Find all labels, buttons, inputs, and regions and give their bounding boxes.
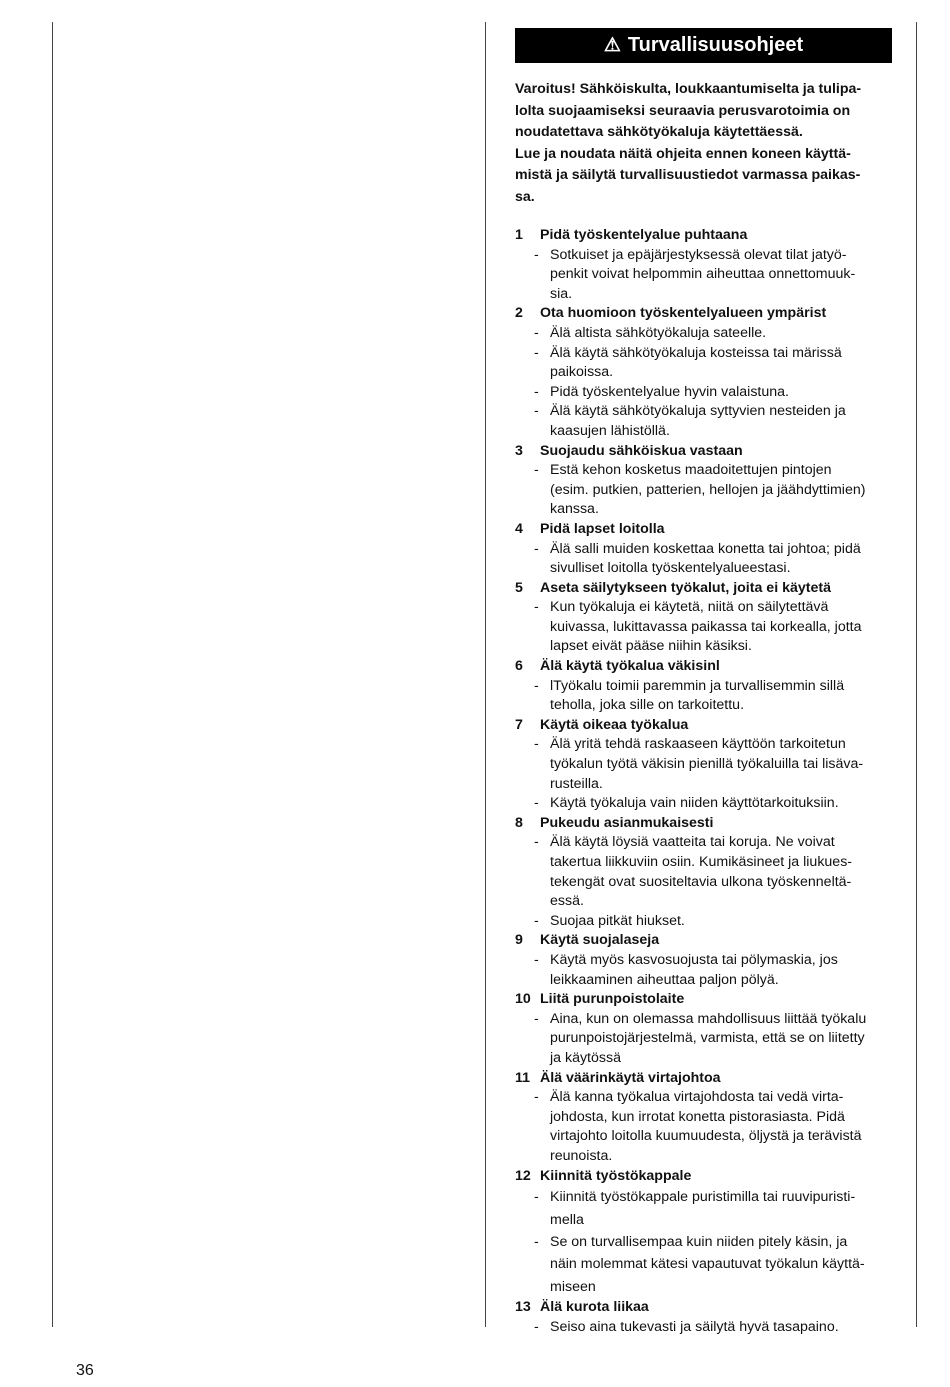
- bullet-dash: -: [534, 795, 539, 812]
- safety-rule-title: [515, 990, 892, 1010]
- safety-rule-title: [515, 304, 892, 324]
- bullet-line: takertua liikkuviin osiin. Kumikäsineet ja liukues-: [550, 854, 853, 870]
- safety-rule-title: [515, 1167, 892, 1187]
- safety-rule-number: 11: [515, 1069, 530, 1086]
- bullet-dash: -: [534, 677, 539, 694]
- safety-rule: [515, 814, 892, 932]
- bullet-line: miseen: [550, 1278, 596, 1295]
- safety-rule-number: 7: [515, 716, 523, 733]
- bullet-text: [550, 1231, 892, 1298]
- safety-rule-title-text: Älä kurota liikaa: [540, 1299, 649, 1316]
- bullet-line: Kun työkaluja ei käytetä, niitä on säilytettävä: [550, 599, 829, 616]
- bullet-dash: -: [534, 599, 539, 616]
- warning-line: mistä ja säilytä turvallisuustiedot varmassa paikas-: [515, 167, 861, 183]
- safety-rule-title-text: Älä väärinkäytä virtajohtoa: [540, 1069, 721, 1086]
- bullet-text: [550, 1010, 892, 1069]
- bullet-text: [550, 344, 892, 383]
- safety-rule-number: 1: [515, 227, 523, 243]
- bullet-line: lTyökalu toimii paremmin ja turvallisemmin sillä: [550, 677, 845, 694]
- safety-rule-title: [515, 579, 892, 599]
- bullet-line: kuivassa, lukittavassa paikassa tai korkealla, jotta: [550, 618, 862, 635]
- safety-rule-bullet: [515, 1010, 892, 1069]
- bullet-text: [550, 1088, 892, 1166]
- safety-rule-title-text: Älä käytä työkalua väkisinl: [540, 658, 720, 675]
- safety-rule: [515, 657, 892, 716]
- safety-rule-bullet: [515, 402, 892, 441]
- bullet-line: johdosta, kun irrotat konetta pistorasiasta. Pidä: [550, 1108, 845, 1125]
- safety-rule: [515, 716, 892, 814]
- safety-rule-title-text: Suojaudu sähköiskua vastaan: [540, 442, 743, 459]
- warning-paragraph: [515, 79, 892, 208]
- safety-rule-number: 9: [515, 932, 523, 949]
- bullet-text: [550, 677, 892, 716]
- bullet-line: lapset eivät pääse niihin käsiksi.: [550, 638, 752, 655]
- safety-rule-title-text: Käytä oikeaa työkalua: [540, 716, 689, 733]
- bullet-line: Käytä myös kasvosuojusta tai pölymaskia, jos: [550, 951, 838, 968]
- bullet-line: reunoista.: [550, 1147, 613, 1164]
- safety-rule-number: 4: [515, 520, 523, 537]
- bullet-dash: -: [534, 736, 539, 753]
- safety-rule-bullet: [515, 951, 892, 990]
- safety-rule-bullet: [515, 1186, 892, 1231]
- bullet-line: Seiso aina tukevasti ja säilytä hyvä tasapaino.: [550, 1318, 839, 1335]
- safety-rule-list: [515, 226, 892, 1337]
- bullet-line: Aina, kun on olemassa mahdollisuus liittää työkalu: [550, 1010, 867, 1027]
- bullet-line: leikkaaminen aiheuttaa paljon pölyä.: [550, 971, 779, 988]
- bullet-line: Estä kehon kosketus maadoitettujen pintojen: [550, 462, 832, 479]
- safety-rule: [515, 1069, 892, 1167]
- safety-rule-title: [515, 1298, 892, 1318]
- bullet-text: [550, 912, 892, 932]
- bullet-text: [550, 951, 892, 990]
- safety-rule-bullet: [515, 324, 892, 344]
- bullet-dash: -: [534, 540, 539, 557]
- bullet-line: rusteilla.: [550, 775, 603, 792]
- safety-instructions-column: [515, 28, 892, 1337]
- safety-rule-number: 13: [515, 1299, 531, 1316]
- bullet-text: [550, 383, 892, 403]
- bullet-line: purunpoistojärjestelmä, varmista, että se on liitetty: [550, 1030, 865, 1047]
- bullet-line: Käytä työkaluja vain niiden käyttötarkoituksiin.: [550, 795, 839, 812]
- bullet-dash: -: [534, 383, 539, 400]
- bullet-dash: -: [534, 462, 539, 479]
- left-column-divider: [52, 22, 53, 1327]
- bullet-text: [550, 833, 892, 911]
- safety-rule-title: [515, 1069, 892, 1089]
- safety-rule-number: 2: [515, 305, 523, 322]
- bullet-line: teholla, joka sille on tarkoitettu.: [550, 697, 745, 714]
- safety-rule-bullet: [515, 1088, 892, 1166]
- bullet-text: [550, 598, 892, 657]
- page-number: 36: [76, 1362, 94, 1379]
- warning-line: lolta suojaamiseksi seuraavia perusvarotoimia on: [515, 102, 851, 119]
- bullet-dash: -: [534, 1233, 539, 1250]
- warning-triangle-icon: ⚠: [603, 35, 621, 56]
- safety-rule: [515, 226, 892, 304]
- bullet-line: tekengät ovat suositeltavia ulkona työskenneltä-: [550, 873, 852, 890]
- warning-line: noudatettava sähkötyökaluja käytettäessä.: [515, 124, 803, 140]
- bullet-line: näin molemmat kätesi vapautuvat työkalun käyttä-: [550, 1256, 865, 1273]
- bullet-text: [550, 324, 892, 344]
- safety-rule-bullet: [515, 912, 892, 932]
- safety-rule-bullet: [515, 735, 892, 794]
- safety-rule-title-text: Aseta säilytykseen työkalut, joita ei käytetä: [540, 579, 831, 596]
- safety-rule-bullet: [515, 383, 892, 403]
- bullet-dash: -: [534, 1089, 539, 1106]
- bullet-dash: -: [534, 912, 539, 929]
- safety-rule-title-text: Pukeudu asianmukaisesti: [540, 814, 714, 831]
- safety-rule-bullet: [515, 598, 892, 657]
- safety-rule-bullet: [515, 540, 892, 579]
- bullet-dash: -: [534, 1010, 539, 1027]
- bullet-text: [550, 1318, 892, 1338]
- bullet-line: Älä salli muiden koskettaa konetta tai johtoa; pidä: [550, 540, 861, 557]
- section-heading-text: Turvallisuusohjeet: [627, 34, 804, 56]
- bullet-line: kaasujen lähistöllä.: [550, 422, 670, 439]
- bullet-dash: -: [534, 344, 539, 361]
- safety-rule-number: 8: [515, 814, 523, 831]
- safety-rule-bullet: [515, 794, 892, 814]
- bullet-text: [550, 794, 892, 814]
- safety-rule-bullet: [515, 1318, 892, 1338]
- safety-rule-bullet: [515, 677, 892, 716]
- bullet-dash: -: [534, 1189, 539, 1206]
- safety-rule-title-text: Kiinnitä työstökappale: [540, 1167, 692, 1184]
- bullet-line: Älä käytä löysiä vaatteita tai koruja. Ne voivat: [550, 834, 835, 851]
- bullet-dash: -: [534, 403, 539, 420]
- safety-rule-title: [515, 657, 892, 677]
- bullet-dash: -: [534, 951, 539, 968]
- bullet-line: Älä altista sähkötyökaluja sateelle.: [550, 324, 767, 341]
- safety-rule-bullet: [515, 833, 892, 911]
- safety-rule-title-text: Ota huomioon työskentelyalueen ympärist: [540, 305, 827, 322]
- bullet-line: sivulliset loitolla työskentelyalueestasi.: [550, 560, 791, 577]
- safety-rule-title: [515, 226, 892, 246]
- bullet-dash: -: [534, 1318, 539, 1335]
- safety-rule-number: 6: [515, 658, 523, 675]
- safety-rule: [515, 990, 892, 1068]
- safety-rule: [515, 1167, 892, 1299]
- safety-rule-title-text: Käytä suojalaseja: [540, 932, 660, 949]
- bullet-line: Älä käytä sähkötyökaluja syttyvien nesteiden ja: [550, 403, 846, 420]
- safety-rule: [515, 304, 892, 441]
- safety-rule-title: [515, 520, 892, 540]
- safety-rule-number: 12: [515, 1167, 531, 1184]
- bullet-line: Se on turvallisempaa kuin niiden pitely käsin, ja: [550, 1233, 848, 1250]
- bullet-line: essä.: [550, 893, 584, 910]
- safety-rule-bullet: [515, 1231, 892, 1298]
- bullet-line: (esim. putkien, patterien, hellojen ja jäähdyttimien): [550, 481, 866, 498]
- bullet-line: Älä kanna työkalua virtajohdosta tai vedä virta-: [550, 1089, 844, 1106]
- bullet-line: Pidä työskentelyalue hyvin valaistuna.: [550, 383, 789, 400]
- safety-rule-title: [515, 442, 892, 462]
- safety-rule-title-text: Pidä lapset loitolla: [540, 520, 665, 537]
- bullet-line: Sotkuiset ja epäjärjestyksessä olevat tilat jatyö-: [550, 246, 847, 263]
- safety-rule-title-text: Pidä työskentelyalue puhtaana: [540, 227, 748, 243]
- bullet-line: Älä käytä sähkötyökaluja kosteissa tai märissä: [550, 344, 842, 361]
- safety-rule-bullet: [515, 461, 892, 520]
- bullet-line: virtajohto loitolla kuumuudesta, öljystä ja terävistä: [550, 1128, 862, 1145]
- safety-rule: [515, 931, 892, 990]
- bullet-text: [550, 402, 892, 441]
- safety-rule-number: 10: [515, 991, 531, 1008]
- bullet-line: työkalun työtä väkisin pienillä työkaluilla tai lisäva-: [550, 756, 864, 773]
- safety-rule-title: [515, 716, 892, 736]
- safety-rule-bullet: [515, 344, 892, 383]
- center-column-divider: [485, 22, 486, 1327]
- bullet-dash: -: [534, 834, 539, 851]
- safety-rule-title-text: Liitä purunpoistolaite: [540, 991, 685, 1008]
- bullet-line: Älä yritä tehdä raskaaseen käyttöön tarkoitetun: [550, 736, 846, 753]
- safety-rule: [515, 442, 892, 520]
- warning-line: Lue ja noudata näitä ohjeita ennen koneen käyttä-: [515, 145, 851, 162]
- safety-rule: [515, 579, 892, 657]
- bullet-line: Kiinnitä työstökappale puristimilla tai ruuvipuristi-: [550, 1189, 856, 1206]
- bullet-line: ja käytössä: [550, 1049, 621, 1066]
- bullet-line: kanssa.: [550, 501, 599, 518]
- safety-rule: [515, 1298, 892, 1337]
- safety-rule-number: 3: [515, 442, 523, 459]
- bullet-line: penkit voivat helpommin aiheuttaa onnettomuuk-: [550, 266, 856, 283]
- bullet-line: sia.: [550, 285, 573, 302]
- safety-rule: [515, 520, 892, 579]
- bullet-text: [550, 461, 892, 520]
- bullet-dash: -: [534, 324, 539, 341]
- bullet-text: [550, 1186, 892, 1231]
- bullet-line: Suojaa pitkät hiukset.: [550, 912, 685, 929]
- right-column-divider: [916, 22, 917, 1327]
- bullet-line: paikoissa.: [550, 364, 614, 381]
- safety-rule-title: [515, 931, 892, 951]
- bullet-dash: -: [534, 246, 539, 263]
- safety-rule-number: 5: [515, 579, 523, 596]
- bullet-text: [550, 540, 892, 579]
- bullet-text: [550, 246, 892, 305]
- bullet-line: mella: [550, 1211, 584, 1228]
- section-heading: [515, 28, 892, 63]
- bullet-text: [550, 735, 892, 794]
- warning-line: Varoitus! Sähköiskulta, loukkaantumiselta ja tulipa-: [515, 81, 862, 97]
- warning-line: sa.: [515, 188, 535, 205]
- safety-rule-title: [515, 814, 892, 834]
- safety-rule-bullet: [515, 246, 892, 305]
